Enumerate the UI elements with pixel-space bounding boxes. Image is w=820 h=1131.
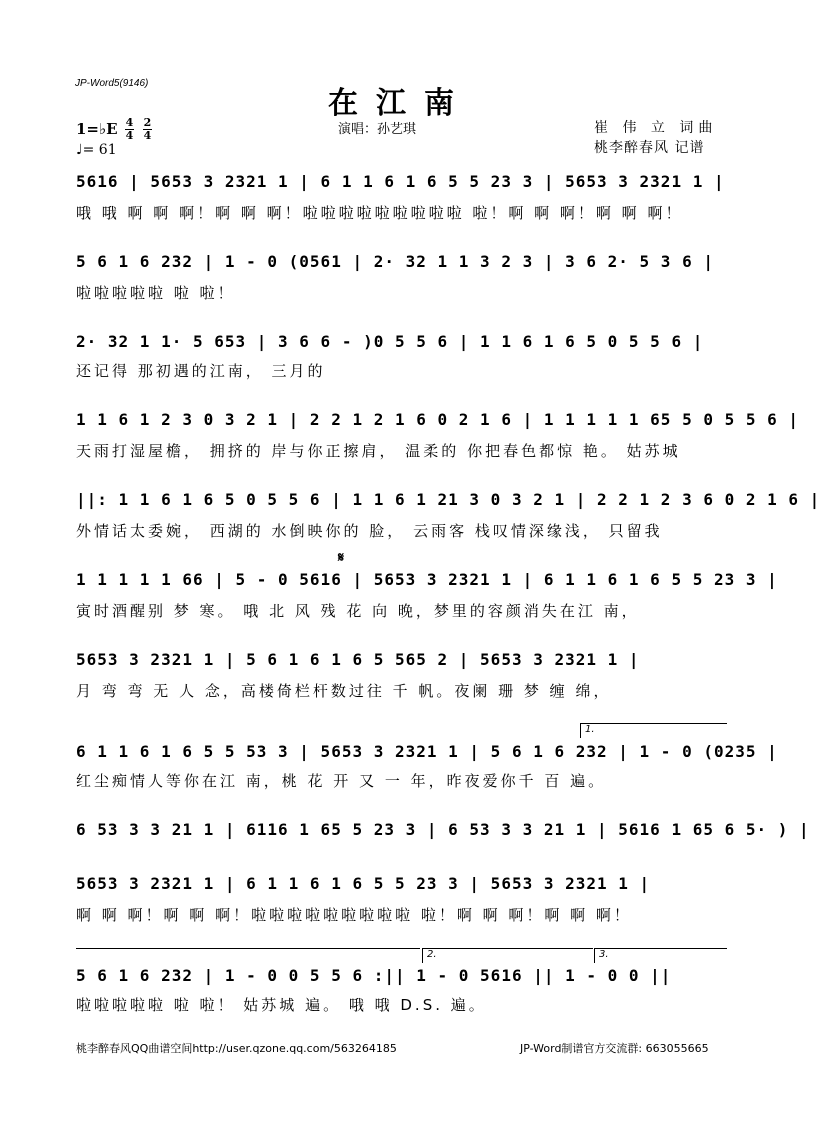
notes-line: 5 6 1 6 232 | 1 - 0 (0561 | 2· 32 1 1 3 2 3 | 3 6 2· 5 3 6 |: [76, 252, 714, 271]
bracket-line: [76, 948, 420, 949]
lyrics-line: 红尘痴情人等你在江 南，桃 花 开 又 一 年，昨夜爱你千 百 遍。: [76, 772, 607, 790]
volta-bracket-3: 3.: [594, 948, 727, 963]
lyrics-line: 外情话太委婉， 西湖的 水倒映你的 脸， 云雨客 栈叹情深缘浅， 只留我: [76, 522, 663, 540]
transcriber-credit: 桃李醉春风 记谱: [594, 140, 705, 156]
notes-line: 6 1 1 6 1 6 5 5 53 3 | 5653 3 2321 1 | 5 6 1 6 232 | 1 - 0 (0235 |: [76, 742, 778, 761]
notes-line: 1 1 6 1 2 3 0 3 2 1 | 2 2 1 2 1 6 0 2 1 6 | 1 1 1 1 1 65 5 0 5 5 6 |: [76, 410, 800, 429]
lyrics-line: 天雨打湿屋檐， 拥挤的 岸与你正擦肩， 温柔的 你把春色都惊 艳。 姑苏城: [76, 442, 681, 460]
singer-credit: 演唱：孙艺琪: [338, 122, 417, 137]
lyrics-line: 哦 哦 啊 啊 啊！啊 啊 啊！啦啦啦啦啦啦啦啦啦 啦！啊 啊 啊！啊 啊 啊！: [76, 204, 684, 222]
notes-line: 5653 3 2321 1 | 6 1 1 6 1 6 5 5 23 3 | 5653 3 2321 1 |: [76, 874, 651, 893]
volta-bracket-1: 1.: [580, 723, 727, 738]
lyrics-line: 啦啦啦啦啦 啦 啦！: [76, 284, 236, 302]
notes-line: 5 6 1 6 232 | 1 - 0 0 5 5 6 :|| 1 - 0 5616 || 1 - 0 0 ||: [76, 966, 672, 985]
time-signature-2: 2 4: [143, 116, 152, 142]
notes-line: 2· 32 1 1· 5 653 | 3 6 6 - )0 5 5 6 | 1 1 6 1 6 5 0 5 5 6 |: [76, 332, 704, 351]
volta-bracket-2: 2.: [422, 948, 593, 963]
lyrics-line: 寅时酒醒别 梦 寒。 哦 北 风 残 花 向 晚，梦里的容颜消失在江 南，: [76, 602, 640, 620]
key-signature: 1=♭E: [76, 120, 118, 138]
segno-sign: 𝄋: [338, 550, 345, 566]
footer-right-note: JP-Word制谱官方交流群: 663055665: [520, 1042, 709, 1055]
notes-line: 6 53 3 3 21 1 | 6116 1 65 5 23 3 | 6 53 3 3 21 1 | 5616 1 65 6 5· ) |: [76, 820, 810, 839]
notes-line: ||: 1 1 6 1 6 5 0 5 5 6 | 1 1 6 1 21 3 0 3 2 1 | 2 2 1 2 3 6 0 2 1 6 |: [76, 490, 820, 509]
notes-line: 1 1 1 1 1 66 | 5 - 0 5616 | 5653 3 2321 1 | 6 1 1 6 1 6 5 5 23 3 |: [76, 570, 778, 589]
time-signature-1: 4 4: [125, 116, 134, 142]
source-label: JP-Word5(9146): [75, 78, 149, 89]
tempo-marking: ♩= 61: [76, 142, 117, 158]
song-title: 在江南: [328, 86, 472, 121]
lyrics-line: 啦啦啦啦啦 啦 啦！ 姑苏城 遍。 哦 哦 D.S. 遍。: [76, 996, 487, 1014]
lyrics-line: 月 弯 弯 无 人 念，高楼倚栏杆数过往 千 帆。夜阑 珊 梦 缠 绵，: [76, 682, 612, 700]
notes-line: 5616 | 5653 3 2321 1 | 6 1 1 6 1 6 5 5 23 3 | 5653 3 2321 1 |: [76, 172, 725, 191]
lyricist-credit: 崔 伟 立 词曲: [594, 120, 718, 136]
notes-line: 5653 3 2321 1 | 5 6 1 6 1 6 5 565 2 | 5653 3 2321 1 |: [76, 650, 640, 669]
lyrics-line: 啊 啊 啊！啊 啊 啊！啦啦啦啦啦啦啦啦啦 啦！啊 啊 啊！啊 啊 啊！: [76, 906, 632, 924]
lyrics-line: 还记得 那初遇的江南， 三月的: [76, 362, 326, 380]
footer-left-note: 桃李醉春风QQ曲谱空间http://user.qzone.qq.com/563264185: [76, 1042, 397, 1055]
